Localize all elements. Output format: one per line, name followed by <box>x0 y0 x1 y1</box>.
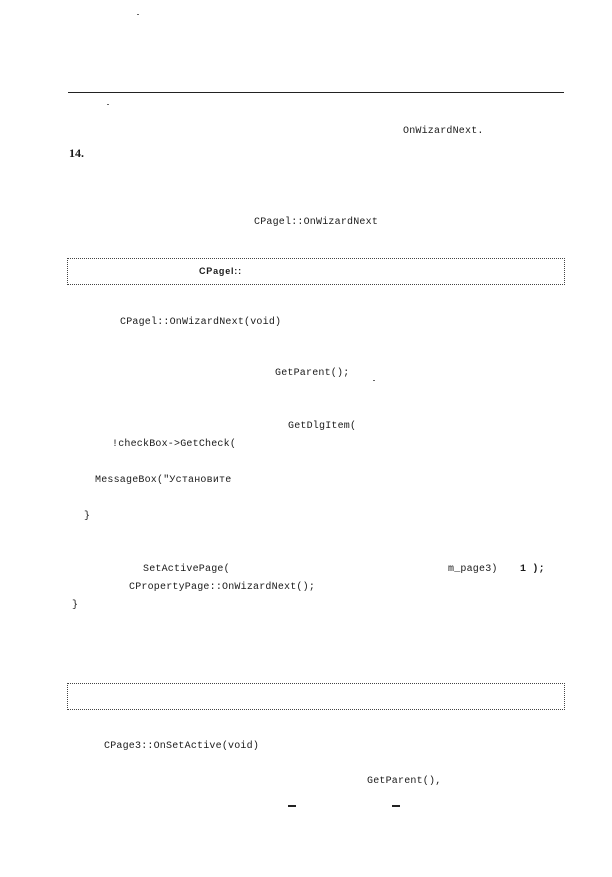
scan-artifact <box>107 104 109 105</box>
scan-artifact <box>373 380 375 381</box>
header-rule <box>68 92 564 93</box>
get-parent-call: GetParent(); <box>275 368 350 379</box>
scan-artifact <box>137 14 139 15</box>
get-dlg-item-call: GetDlgItem( <box>288 421 357 432</box>
chapter-number: 14. <box>69 146 84 160</box>
underscore-mark <box>288 805 296 807</box>
outer-close-brace: } <box>72 600 79 611</box>
on-wizard-next-text: OnWizardNext. <box>403 126 484 137</box>
inner-close-brace: } <box>84 511 91 522</box>
one-paren: 1 ); <box>520 564 545 575</box>
func-signature: CPagel::OnWizardNext(void) <box>120 317 282 328</box>
m-page3-arg: m_page3) <box>448 564 498 575</box>
underscore-mark <box>392 805 400 807</box>
cpage3-signature: CPage3::OnSetActive(void) <box>104 741 260 752</box>
message-box-call: MessageBox("Установите <box>95 475 232 486</box>
cproperty-page-call: CPropertyPage::OnWizardNext(); <box>129 582 316 593</box>
check-box-call: !checkBox->GetCheck( <box>112 439 237 450</box>
listing-label: CPagel:: <box>199 266 242 276</box>
get-parent-call-2: GetParent(), <box>367 776 442 787</box>
set-active-page-call: SetActivePage( <box>143 564 230 575</box>
cpage1-heading-text: CPagel::OnWizardNext <box>254 217 379 228</box>
listing-box-1 <box>67 258 565 285</box>
listing-box-2 <box>67 683 565 710</box>
